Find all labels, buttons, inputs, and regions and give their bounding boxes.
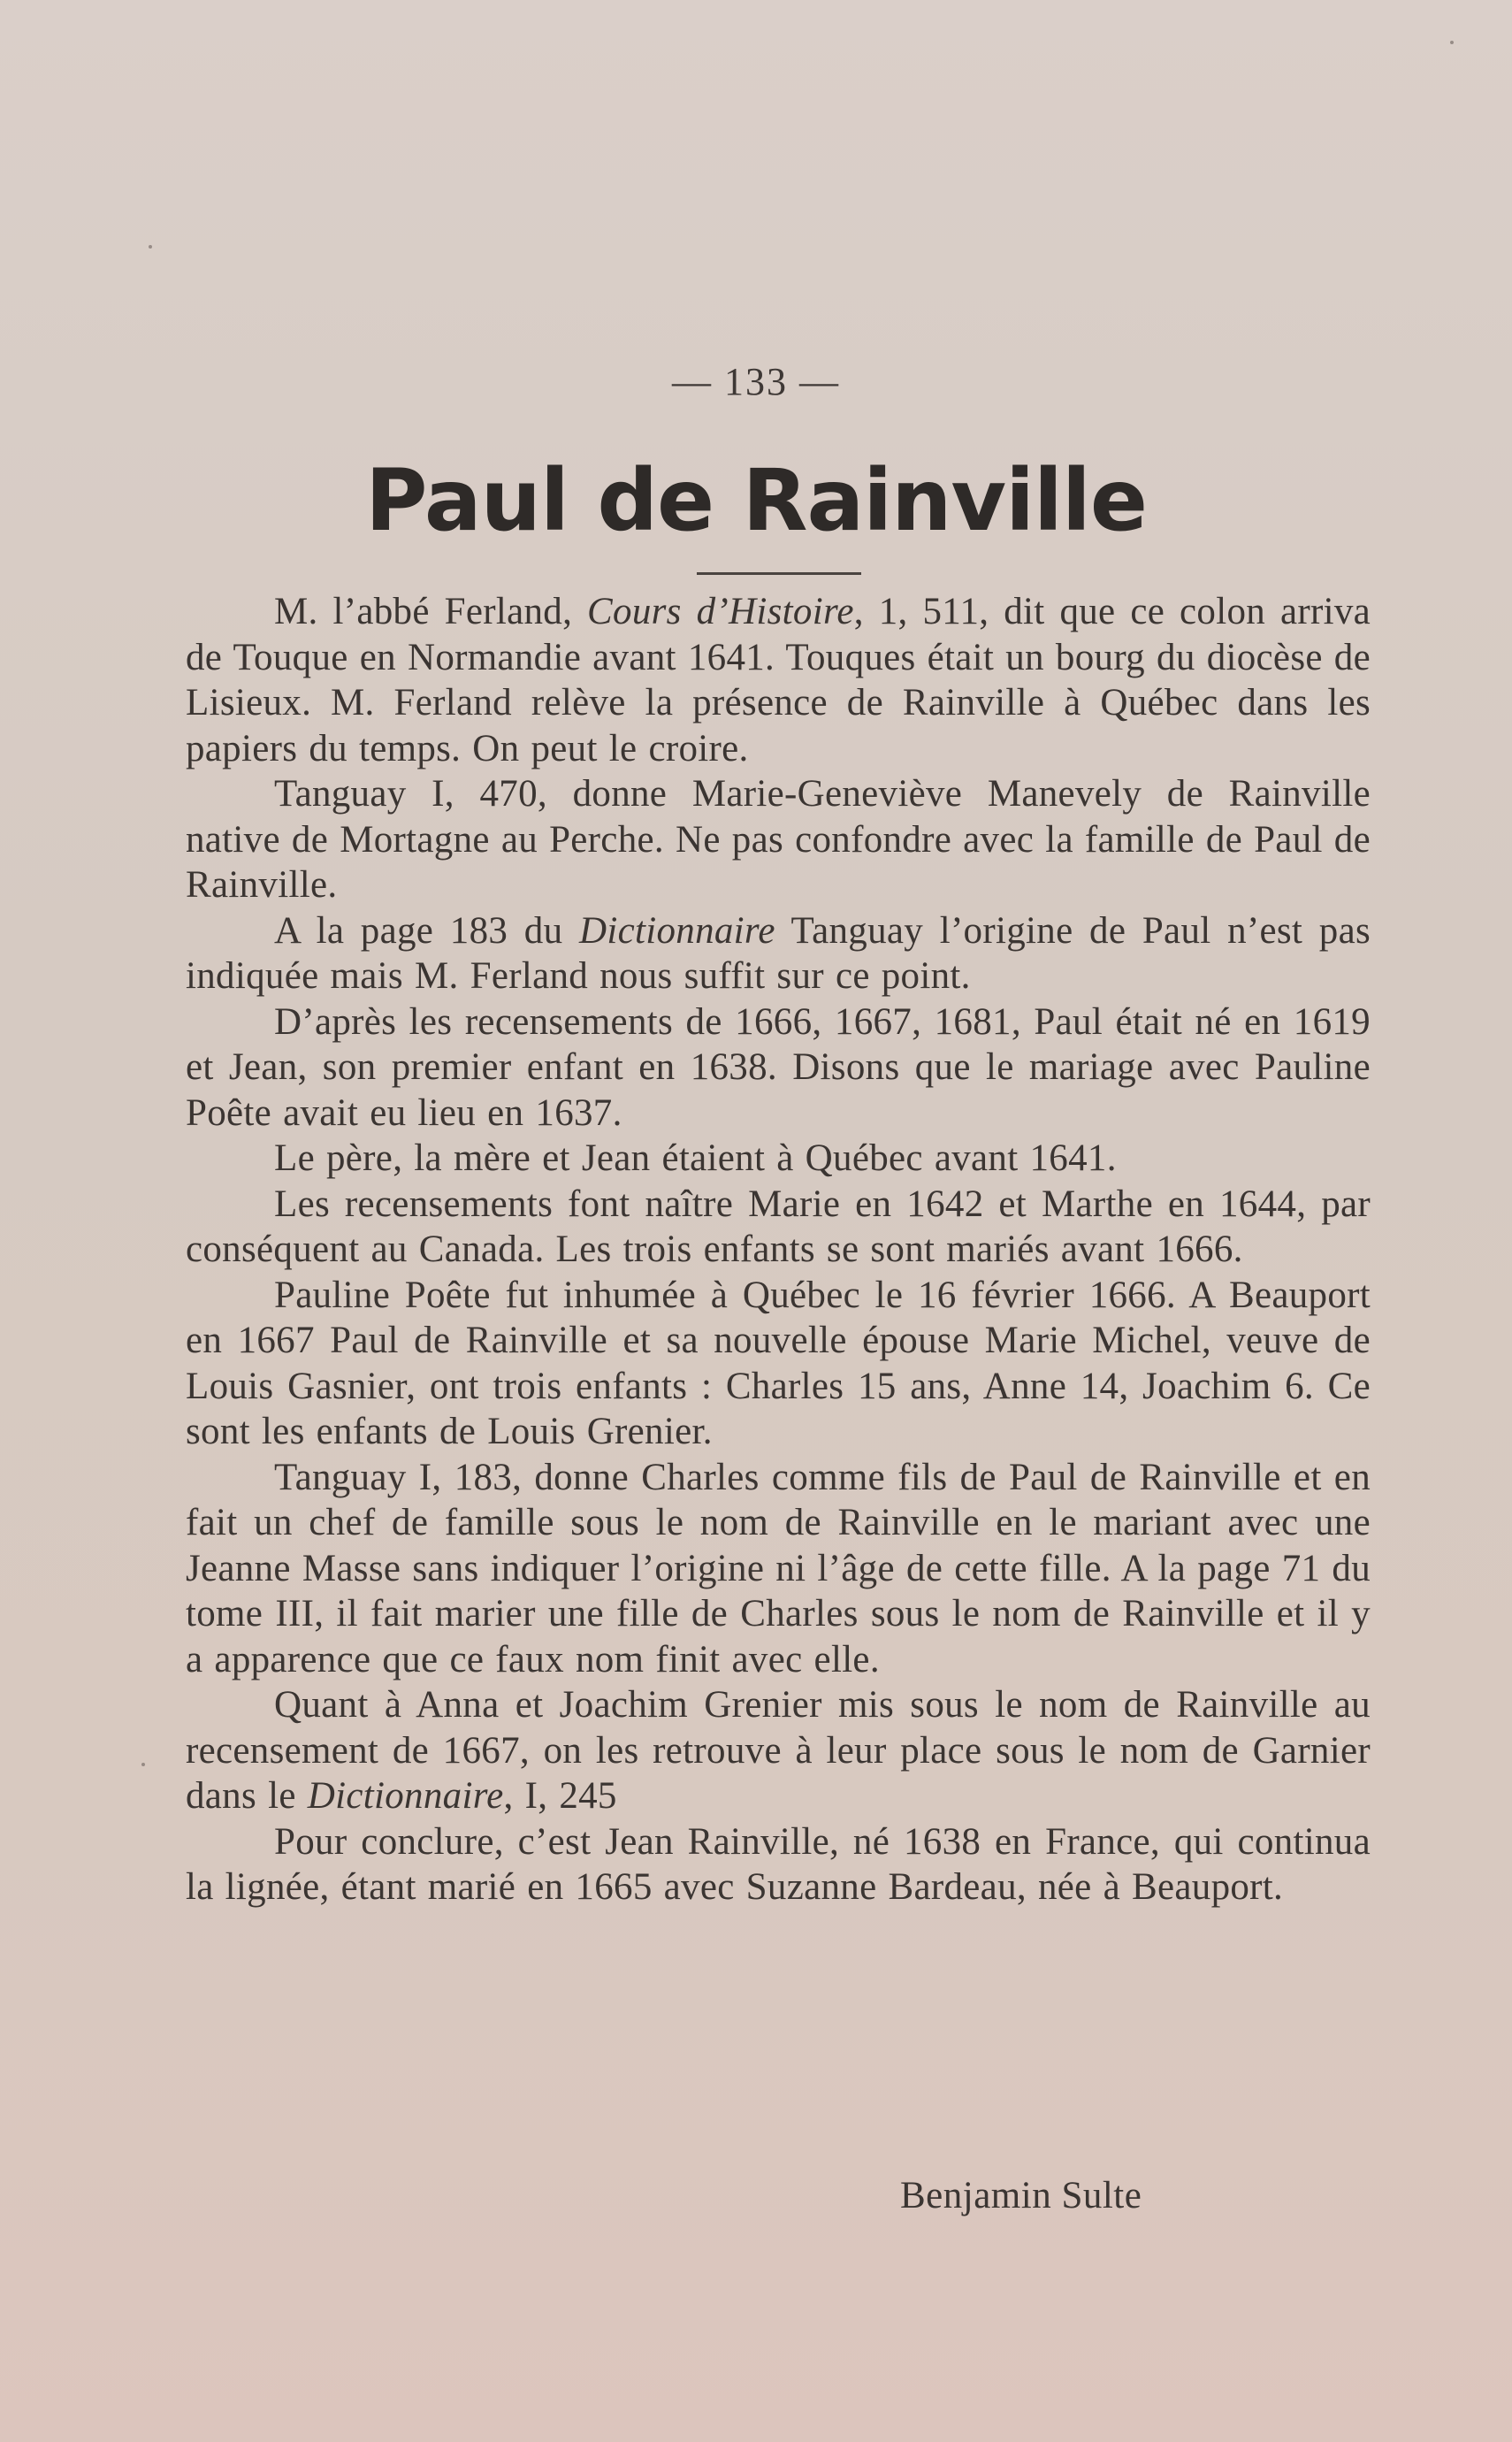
italic-title-text: Dictionnaire (307, 1775, 504, 1817)
page-number: — 133 — (672, 360, 840, 403)
paragraph-text: Tanguay l’origine de Paul n’est pas indiquée mais M. Ferland nous suffit sur ce point. (186, 909, 1371, 997)
paragraph-text: , 1, 511, dit que ce colon arriva de Touque en Normandie avant 1641. Touques était un bourg du diocèse de Lisieux. M. Ferland relève la présence de Rainville à Québec dans les papiers du temps. On peut le croire. (186, 591, 1371, 769)
paragraph-text: Le père, la mère et Jean étaient à Québec avant 1641. (274, 1137, 1117, 1179)
paragraph-text: Tanguay I, 183, donne Charles comme fils de Paul de Rainville et en fait un chef de famille sous le nom de Rainville en le mariant avec une Jeanne Masse sans indiquer l’origine ni l’âge de cette fille. A la page 71 du tome III, il fait marier une fille de Charles sous le nom de Rainville et il y a apparence que ce faux nom finit avec elle. (186, 1456, 1371, 1680)
paragraph (186, 771, 1371, 908)
article-title: Paul de Rainville (365, 451, 1147, 550)
paragraph-text: D’après les recensements de 1666, 1667, 1681, Paul était né en 1619 et Jean, son premier enfant en 1638. Disons que le mariage avec Pauline Poête avait eu lieu en 1637. (186, 1000, 1371, 1134)
paragraph-text: Quant à Anna et Joachim Grenier mis sous le nom de Rainville au recensement de 1667, on les retrouve à leur place sous le nom de Garnier dans le (186, 1684, 1371, 1817)
paper-speck (149, 245, 152, 249)
article-body (186, 589, 1371, 1910)
paragraph (186, 589, 1371, 771)
paragraph-text: Les recensements font naître Marie en 1642 et Marthe en 1644, par conséquent au Canada. Les trois enfants se sont mariés avant 1666. (186, 1183, 1371, 1270)
paragraph (186, 999, 1371, 1137)
paragraph (186, 1273, 1371, 1455)
paragraph-text: Pauline Poête fut inhumée à Québec le 16 février 1666. A Beauport en 1667 Paul de Rainville et sa nouvelle épouse Marie Michel, veuve de Louis Gasnier, ont trois enfants : Charles 15 ans, Anne 14, Joachim 6. Ce sont les enfants de Louis Grenier. (186, 1274, 1371, 1452)
paragraph (186, 908, 1371, 999)
paragraph (186, 1819, 1371, 1910)
title-divider (697, 572, 861, 575)
paragraph-text: , I, 245 (503, 1775, 617, 1817)
paragraph (186, 1455, 1371, 1683)
paragraph-text: A la page 183 du (274, 909, 579, 952)
paper-speck (1450, 41, 1454, 44)
paragraph (186, 1182, 1371, 1273)
paper-speck (141, 1763, 145, 1766)
author-signature: Benjamin Sulte (900, 2175, 1142, 2216)
italic-title-text: Dictionnaire (578, 909, 775, 952)
paragraph (186, 1136, 1371, 1182)
paragraph (186, 1682, 1371, 1819)
italic-title-text: Cours d’Histoire (587, 591, 854, 632)
paragraph-text: M. l’abbé Ferland, (274, 591, 588, 632)
paragraph-text: Tanguay I, 470, donne Marie-Geneviève Manevely de Rainville native de Mortagne au Perche. Ne pas confondre avec la famille de Paul de Rainville. (186, 773, 1371, 906)
paragraph-text: Pour conclure, c’est Jean Rainville, né 1638 en France, qui continua la lignée, étant marié en 1665 avec Suzanne Bardeau, née à Beauport. (186, 1820, 1371, 1908)
